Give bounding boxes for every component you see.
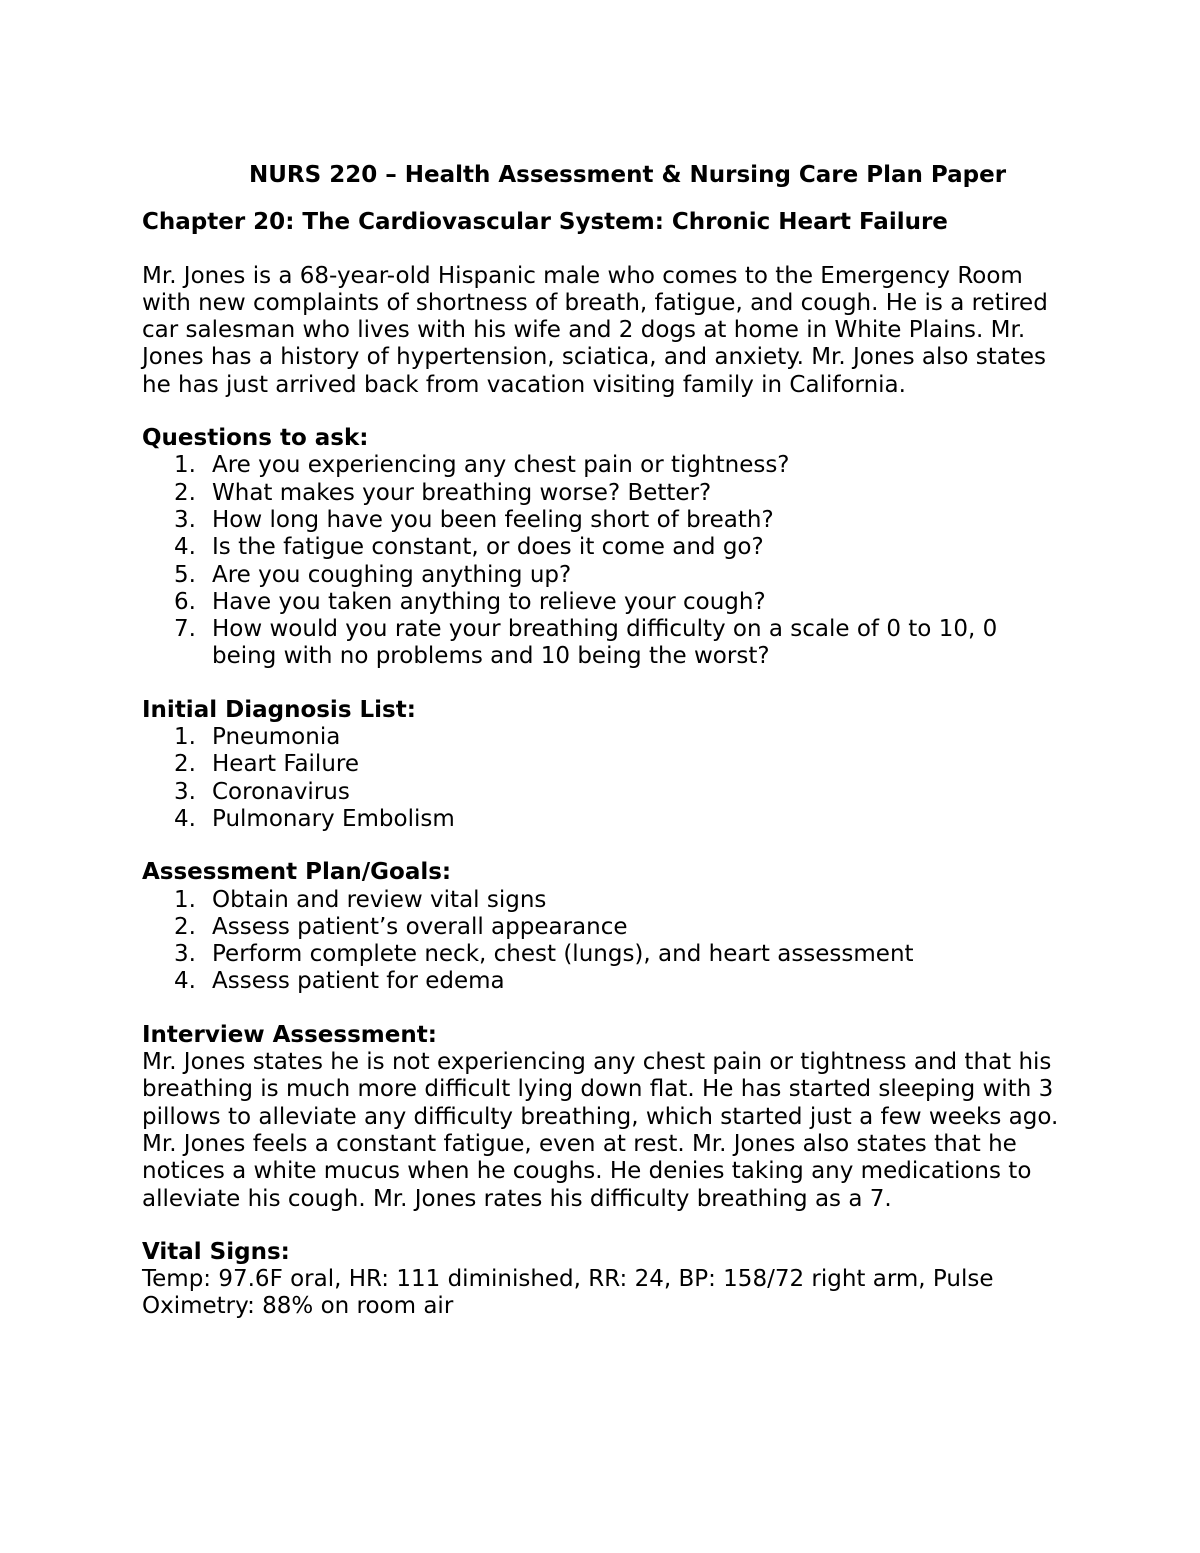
- questions-heading: Questions to ask:: [142, 425, 369, 452]
- list-item: [142, 779, 1062, 806]
- list-item: [142, 968, 1062, 995]
- list-item: [142, 589, 1062, 616]
- list-number: 4.: [174, 534, 196, 561]
- list-item: [142, 507, 1062, 534]
- list-number: 6.: [174, 588, 196, 615]
- list-number: 2.: [174, 479, 196, 506]
- list-number: 1.: [174, 886, 196, 913]
- list-text: How would you rate your breathing difficulty on a scale of 0 to 10, 0 being with no problems and 10 being the worst?: [212, 616, 998, 670]
- document-title: NURS 220 – Health Assessment & Nursing Care Plan Paper: [249, 162, 1007, 188]
- diagnosis-heading: Initial Diagnosis List:: [142, 696, 416, 723]
- list-text: Is the fatigue constant, or does it come and go?: [212, 534, 764, 561]
- list-item: [142, 941, 1062, 968]
- list-number: 1.: [174, 452, 196, 479]
- list-text: Assess patient’s overall appearance: [212, 913, 628, 940]
- list-number: 3.: [174, 941, 196, 968]
- plan-list: [142, 887, 1062, 996]
- list-number: 2.: [174, 913, 196, 940]
- list-text: Heart Failure: [212, 751, 359, 778]
- list-number: 2.: [174, 751, 196, 778]
- list-text: Obtain and review vital signs: [212, 886, 547, 913]
- list-number: 1.: [174, 724, 196, 751]
- intro-paragraph: Mr. Jones is a 68-year-old Hispanic male who comes to the Emergency Room with new complaints of shortness of breath, fatigue, and cough. He is a retired car salesman who lives with his wife and 2 dogs at home in White Plains. Mr. Jones has a history of hypertension, sciatica, and anxiety. Mr. Jones also states he has just arrived back from vacation visiting family in California.: [142, 262, 1048, 398]
- list-text: Are you coughing anything up?: [212, 561, 572, 588]
- list-item: [142, 480, 1062, 507]
- list-item: [142, 616, 1062, 671]
- list-item: [142, 751, 1062, 778]
- chapter-heading: Chapter 20: The Cardiovascular System: Chronic Heart Failure: [142, 209, 948, 236]
- list-item: [142, 806, 1062, 833]
- list-text: Are you experiencing any chest pain or tightness?: [212, 452, 790, 479]
- list-text: What makes your breathing worse? Better?: [212, 479, 712, 506]
- diagnosis-list: [142, 724, 1062, 833]
- list-text: Pulmonary Embolism: [212, 805, 455, 832]
- list-item: [142, 562, 1062, 589]
- list-text: Perform complete neck, chest (lungs), and heart assessment: [212, 941, 914, 968]
- list-text: Coronavirus: [212, 778, 350, 805]
- interview-heading: Interview Assessment:: [142, 1021, 437, 1048]
- list-text: How long have you been feeling short of breath?: [212, 506, 774, 533]
- vitals-heading: Vital Signs:: [142, 1238, 290, 1265]
- list-item: [142, 914, 1062, 941]
- list-number: 4.: [174, 968, 196, 995]
- list-number: 3.: [174, 506, 196, 533]
- plan-heading: Assessment Plan/Goals:: [142, 859, 452, 886]
- list-number: 5.: [174, 561, 196, 588]
- vitals-paragraph: Temp: 97.6F oral, HR: 111 diminished, RR: 24, BP: 158/72 right arm, Pulse Oximetry: 88% on room air: [142, 1266, 994, 1320]
- list-text: Pneumonia: [212, 724, 341, 751]
- list-text: Assess patient for edema: [212, 968, 505, 995]
- list-item: [142, 724, 1062, 751]
- list-number: 7.: [174, 616, 196, 643]
- list-item: [142, 534, 1062, 561]
- list-number: 3.: [174, 778, 196, 805]
- interview-paragraph: Mr. Jones states he is not experiencing any chest pain or tightness and that his breathing is much more difficult lying down flat. He has started sleeping with 3 pillows to alleviate any difficulty breathing, which started just a few weeks ago. Mr. Jones feels a constant fatigue, even at rest. Mr. Jones also states that he notices a white mucus when he coughs. He denies taking any medications to alleviate his cough. Mr. Jones rates his difficulty breathing as a 7.: [142, 1049, 1059, 1212]
- list-item: [142, 452, 1062, 479]
- document-page: [142, 162, 1062, 1321]
- list-number: 4.: [174, 805, 196, 832]
- list-item: [142, 887, 1062, 914]
- questions-list: [142, 452, 1062, 670]
- list-text: Have you taken anything to relieve your cough?: [212, 588, 766, 615]
